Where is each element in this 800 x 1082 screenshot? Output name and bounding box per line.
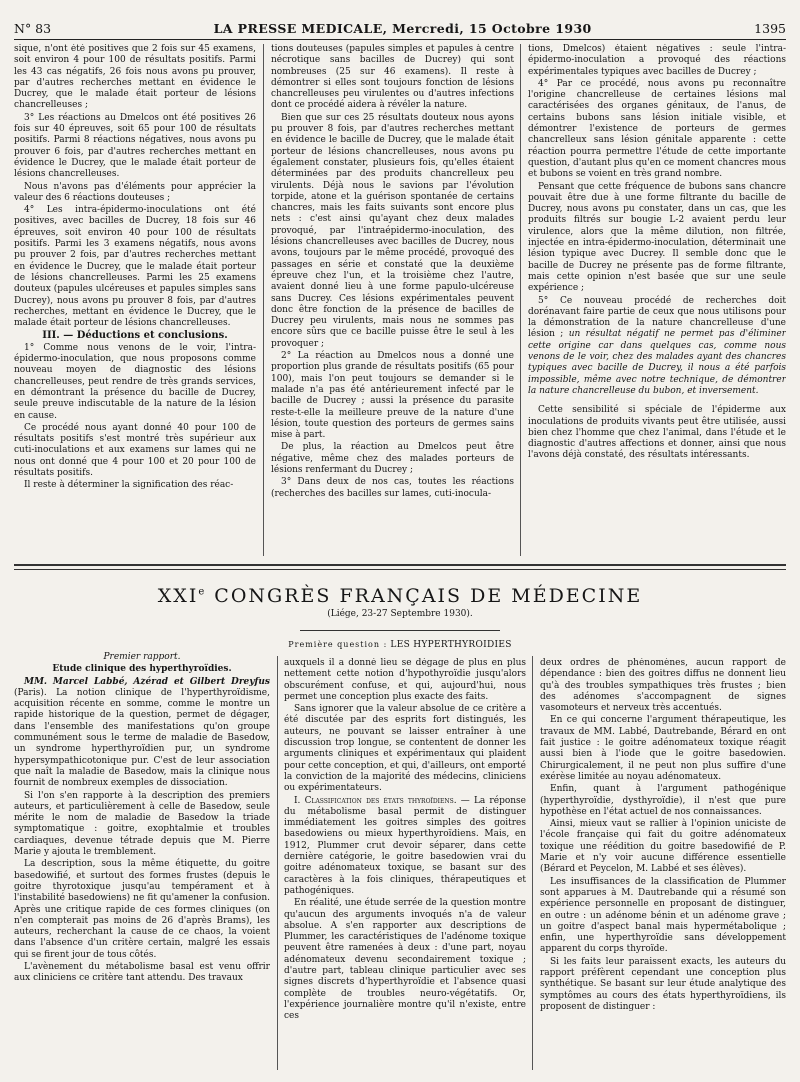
congress-title [0,585,800,607]
paragraph: sique, n'ont été positives que 2 fois sur 45 examens, soit environ 4 pour 100 de résultats positifs. Parmi les 43 cas négatifs, 26 fois nous avons pu prouver, par d'autres recherches mettant en évidence le Ducrey, que le malade était porteur de lésions chancrelleuses ; [14,44,256,111]
page-header [14,14,786,40]
top-column-1 [14,44,256,558]
bottom-column-3 [540,658,786,1072]
congress-subtitle: (Liége, 23-27 Septembre 1930). [327,609,473,619]
column-divider [263,44,264,556]
section-rule [14,569,786,570]
column-divider [532,656,533,1070]
authors: MM. Marcel Labbé, Azérad et Gilbert Dreyfus [24,676,270,687]
paragraph: La description, sous la même étiquette, du goitre basedowifié, et surtout des formes frustes (depuis le goitre thyrotoxique jusqu'au tempérament et à l'instabilité basedowiens) ne fit qu'amener la confusion. Après une critique rapide de ces formes cliniques (on n'en compterait pas moins de 26 d'après Brams), les auteurs, recherchant la cause de ce chaos, la voient dans l'absence d'un critère certain, malgré les essais qui se firent jour de tous côtés. [14,859,270,960]
paragraph-text: — La réponse du métabolisme basal permit de distinguer immédiatement les goitres simples des goitres basedowiens ou mieux hyperthyroïdiens. Mais, en 1912, Plummer crut devoir séparer, dans cette dernière catégorie, le goitre basedowien vrai du goitre adénomateux toxique, se basant sur des caractères à la fois cliniques, thérapeutiques et pathogéniques. [284,795,526,896]
section-heading: III. — Déductions et conclusions. [42,330,228,342]
issue-number: N° 83 [14,21,52,36]
roman-numeral: XXI [157,585,199,607]
paragraph: En ce qui concerne l'argument thérapeutique, les travaux de MM. Labbé, Dautrebande, Bérard en ont fait justice : le goitre adénomateux toxique réagit aussi bien à l'iode que le goitre basedowien. Chirurgicalement, il ne peut non plus suffire d'une exérèse limitée au noyau adénomateux. [540,715,786,782]
paragraph: Bien que sur ces 25 résultats douteux nous ayons pu prouver 8 fois, par d'autres recherches mettant en évidence le bacille de Ducrey, que le malade était porteur de lésions chancrelleuses, nous avons pu également constater, plusieurs fois, qu'elles étaient déterminées par des produits chancrelleux peu virulents. Déjà nous le savions par l'évolution torpide, atone et la guérison spontanée de certains chancres, mais les faits suivants sont encore plus nets : c'est ainsi qu'ayant chez deux malades provoqué, par l'intraépidermo-inoculation, des lésions chancrelleuses avec bacilles de Ducrey, nous avons, toujours par le même procédé, provoqué des passages en série et constaté que la deuxième épreuve chez l'un, et la troisième chez l'autre, avaient donné lieu à une forme papulo-ulcéreuse sans Ducrey. Ces lésions expérimentales peuvent donc être fonction de la présence de bacilles de Ducrey peu virulents, mais nous ne sommes pas encore sûrs que ce bacille puisse être le seul à les provoquer ; [271,112,514,349]
question-heading [0,640,800,650]
page-number: 1395 [754,21,786,36]
top-column-3 [528,44,786,558]
paragraph: Ce procédé nous ayant donné 40 pour 100 de résultats positifs s'est montré très supérieur aux cuti-inoculations et aux examens sur lames qui ne nous ont donné que 4 pour 100 et 20 pour 100 de résultats positifs. [14,422,256,478]
paragraph: auxquels il a donné lieu se dégage de plus en plus nettement cette notion d'hypothyroïdie jusqu'alors obscurément confuse, et qui, aujourd'hui, nous permet une conception plus exacte des faits. [284,658,526,702]
paragraph: 3° Les réactions au Dmelcos ont été positives 26 fois sur 40 épreuves, soit 65 pour 100 de résultats positifs. Parmi 8 réactions négatives, nous avons pu prouver 6 fois, par d'autres recherches mettant en évidence le Ducrey, que le malade était porteur de lésions chancrelleuses. [14,112,256,180]
paragraph: Pensant que cette fréquence de bubons sans chancre pouvait être due à une forme filtrante du bacille de Ducrey, nous avons pu constater, dans un cas, que les produits filtrés sur bougie L-2 avaient perdu leur virulence, alors que la même dilution, non filtrée, injectée en intra-épidermo-inoculation, déterminait une lésion typique avec Ducrey. Il semble donc que le bacille de Ducrey ne présente pas de forme filtrante, mais cette opinion n'est basée que sur une seule expérience ; [528,181,786,294]
paragraph [284,796,526,898]
column-divider [520,44,521,556]
question-title: LES HYPERTHYROIDIES [387,640,512,650]
paragraph: 4° Par ce procédé, nous avons pu reconnaître l'origine chancrelleuse de certaines lésions mal caractérisées des organes génitaux, de l'anus, de certains bubons sans lésion initiale visible, et démontrer l'existence de porteurs de germes chancrelleux sans lésion génitale apparente : cette réaction pourra permettre l'étude de cette importante question, d'autant plus qu'en ce moment chancres mous et bubons se voient en très grand nombre. [528,78,786,180]
top-column-2 [271,44,514,558]
paragraph: L'avènement du métabolisme basal est venu offrir aux cliniciens ce critère tant attendu. Des travaux [14,962,270,984]
paragraph-text: (Paris). La notion clinique de l'hyperthyroïdisme, acquisition récente en somme, comme le montre un rapide historique de la question, permet de dégager, dans l'ensemble des manifestations qu'on groupe communément sous le terme de maladie de Basedow, un syndrome hyperthyroïdien pur, un syndrome hypersympathicotonique pur. C'est de leur association que naît la maladie de Basedow, mais la clinique nous fournit de nombreux exemples de dissociation. [14,687,270,789]
italic-text: un résultat négatif ne permet pas d'éliminer cette origine car dans quelques cas, comme nous venons de le voir, chez des malades ayant des chancres typiques avec bacille de Ducrey, il nous a été parfois impossible, même avec notre technique, de démontrer la nature chancrelleuse du bubon, et inversement. [528,329,786,396]
paragraph: Nous n'avons pas d'éléments pour apprécier la valeur des 6 réactions douteuses ; [14,181,256,203]
paragraph [528,296,786,398]
paragraph: Les insuffisances de la classification de Plummer sont apparues à M. Dautrebande qui a résumé son expérience personnelle en proposant de distinguer, en outre : un adénome bénin et un adénome grave ; un goitre d'aspect banal mais hypermétabolique ; enfin, une hyperthyroïdie sans développement apparent du corps thyroïde. [540,876,786,955]
paragraph: En réalité, une étude serrée de la question montre qu'aucun des arguments invoqués n'a de valeur absolue. A s'en rapporter aux descriptions de Plummer, les caractéristiques de l'adénome toxique peuvent être ramenées à deux : d'une part, noyau adénomateux devenu secondairement toxique ; d'autre part, tableau clinique particulier avec ses signes discrets d'hyperthyroïdie et l'absence quasi complète de troubles neuro-végétatifs. Or, l'expérience journalière montre qu'il n'existe, entre ces [284,898,526,1022]
paragraph: tions, Dmelcos) étaient négatives : seule l'intra-épidermo-inoculation a provoqué des réactions expérimentales typiques avec bacilles de Ducrey ; [528,44,786,77]
paragraph: Enfin, quant à l'argument pathogénique (hyperthyroïdie, dysthyroïdie), il n'est que pure hypothèse en l'état actuel de nos connaissances. [540,784,786,817]
section-rule [14,564,786,566]
paragraph: Cette sensibilité si spéciale de l'épiderme aux inoculations de produits vivants peut être utilisée, aussi bien chez l'homme que chez l'animal, dans l'étude et le diagnostic d'autres affections et donner, ainsi que nous l'avons déjà constaté, des résultats intéressants. [528,405,786,461]
paragraph: Si l'on s'en rapporte à la description des premiers auteurs, et particulièrement à celle de Basedow, seule mérite le nom de maladie de Basedow la triade symptomatique : goitre, exophtalmie et troubles cardiaques, devenue tétrade depuis que M. Pierre Marie y ajouta le tremblement. [14,790,270,858]
question-label: Première question : [288,640,388,649]
paragraph: 4° Les intra-épidermo-inoculations ont été positives, avec bacilles de Ducrey, 18 fois sur 46 épreuves, soit environ 40 pour 100 de résultats positifs. Parmi les 3 examens négatifs, nous avons pu prouver 2 fois, par d'autres recherches mettant en évidence le Ducrey, que le malade était porteur de lésions chancrelleuses. Parmi les 25 examens douteux (papules ulcéreuses et papules simples sans Ducrey), nous avons pu prouver 8 fois, par d'autres recherches, mettant en évidence le Ducrey, que le malade était porteur de lésions chancrelleuses. [14,205,256,329]
subsection-label: I. Classification des états thyroïdiens. [294,795,457,806]
paragraph-text: 5° Ce nouveau procédé de recherches doit dorénavant faire partie de ceux que nous utilisons pour la démonstration de la nature chancrelleuse d'une lésion ; [528,295,786,340]
paragraph: Sans ignorer que la valeur absolue de ce critère a été discutée par des esprits fort distingués, les auteurs, ne pouvant se laisser entraîner à une discussion trop longue, se contentent de donner les arguments cliniques et expérimentaux qui plaident pour cette conception, et qui, d'ailleurs, ont emporté la conviction de la majorité des médecins, cliniciens ou expérimentateurs. [284,704,526,794]
column-divider [277,656,278,1070]
paragraph: 1° Comme nous venons de le voir, l'intra-épidermo-inoculation, que nous proposons comme nouveau moyen de diagnostic des lésions chancrelleuses, peut rendre de très grands services, en démontrant la présence du bacille de Ducrey, seule preuve indiscutable de la nature de la lésion en cause. [14,342,256,421]
bottom-column-2 [284,658,526,1072]
title-rule [300,630,500,631]
congress-title-text: CONGRÈS FRANÇAIS DE MÉDECINE [206,585,643,607]
bottom-column-1 [14,652,270,1072]
paragraph [14,677,270,790]
ordinal-suffix: e [198,586,207,598]
paragraph: Si les faits leur paraissent exacts, les auteurs du rapport préfèrent cependant une conception plus synthétique. Se basant sur leur étude analytique des symptômes au cours des états hyperthyroïdiens, ils proposent de distinguer : [540,956,786,1012]
paragraph: tions douteuses (papules simples et papules à centre nécrotique sans bacilles de Ducrey) qui sont nombreuses (25 sur 46 examens). Il reste à démontrer si elles sont toujours fonction de lésions chancrelleuses peu virulentes ou d'autres infections dont ce procédé aidera à révéler la nature. [271,44,514,111]
journal-title: LA PRESSE MEDICALE, Mercredi, 15 Octobre 1930 [213,21,592,36]
report-title: Etude clinique des hyperthyroïdies. [52,664,232,675]
paragraph: Ainsi, mieux vaut se rallier à l'opinion uniciste de l'école française qui fait du goitre adénomateux toxique une réédition du goitre basedowifié de P. Marie et n'y voir aucune différence essentielle (Bérard et Peycelon, M. Labbé et ses élèves). [540,819,786,875]
report-label: Premier rapport. [103,652,181,662]
paragraph: De plus, la réaction au Dmelcos peut être négative, même chez des malades porteurs de lésions renfermant du Ducrey ; [271,442,514,475]
paragraph: deux ordres de phénomènes, aucun rapport de dépendance : bien des goitres diffus ne donnent lieu qu'à des troubles sympathiques très frustes ; bien des adénomes s'accompagnent de signes vasomoteurs et nerveux très accentués. [540,658,786,714]
paragraph: Il reste à déterminer la signification des réac- [24,480,234,491]
paragraph: 3° Dans deux de nos cas, toutes les réactions (recherches des bacilles sur lames, cuti-inocula- [271,477,514,499]
paragraph: 2° La réaction au Dmelcos nous a donné une proportion plus grande de résultats positifs (65 pour 100), mais l'on peut toujours se demander si le malade n'a pas été antérieurement infecté par le bacille de Ducrey ; aussi la présence du parasite reste-t-elle la meilleure preuve de la nature d'une lésion, toute question des porteurs de germes sains mise à part. [271,351,514,441]
